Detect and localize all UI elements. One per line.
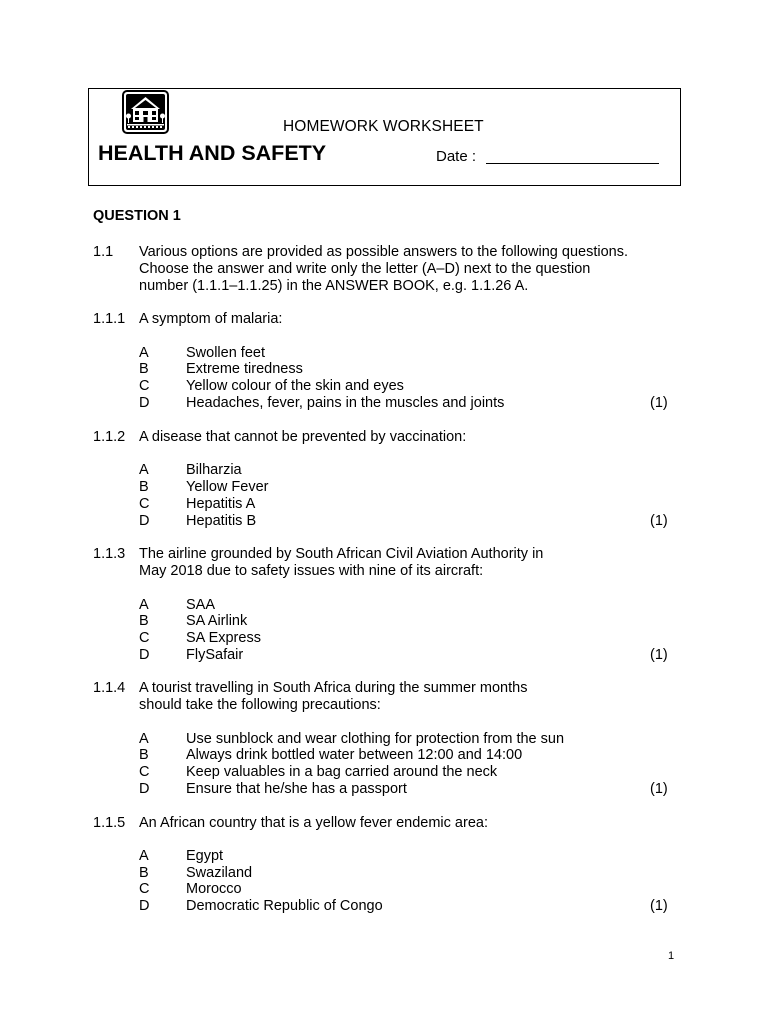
option-text: Headaches, fever, pains in the muscles and joints: [186, 395, 505, 411]
option-text: FlySafair: [186, 647, 244, 663]
option-text: SA Airlink: [186, 613, 248, 629]
mark-allocation: (1): [650, 898, 668, 914]
item-question: A symptom of malaria:: [139, 311, 283, 327]
option-letter: D: [139, 647, 150, 663]
item-question: should take the following precautions:: [139, 697, 381, 713]
option-text: Extreme tiredness: [186, 361, 303, 377]
item-number: 1.1.4: [93, 680, 126, 696]
option-text: SA Express: [186, 630, 261, 646]
option-letter: C: [139, 630, 150, 646]
option-letter: A: [139, 731, 149, 747]
option-text: Keep valuables in a bag carried around the neck: [186, 764, 498, 780]
item-number: 1.1.2: [93, 429, 126, 445]
option-text: Swollen feet: [186, 345, 265, 361]
intro-line: Choose the answer and write only the letter (A–D) next to the question: [139, 261, 591, 277]
item-question: A tourist travelling in South Africa during the summer months: [139, 680, 528, 696]
item-number: 1.1.3: [93, 546, 126, 562]
item-number: 1.1.1: [93, 311, 126, 327]
option-text: Democratic Republic of Congo: [186, 898, 383, 914]
item-question: An African country that is a yellow fever endemic area:: [139, 815, 488, 831]
option-letter: D: [139, 781, 150, 797]
option-letter: B: [139, 865, 149, 881]
option-text: Hepatitis B: [186, 513, 257, 529]
intro-line: Various options are provided as possible answers to the following questions.: [139, 244, 628, 260]
date-label: Date :: [436, 148, 477, 165]
option-text: Morocco: [186, 881, 242, 897]
option-letter: C: [139, 496, 150, 512]
house-logo-icon: [122, 90, 169, 134]
option-text: Ensure that he/she has a passport: [186, 781, 407, 797]
option-letter: C: [139, 378, 150, 394]
option-text: Yellow colour of the skin and eyes: [186, 378, 404, 394]
option-letter: B: [139, 613, 149, 629]
option-text: Yellow Fever: [186, 479, 269, 495]
option-letter: B: [139, 361, 149, 377]
item-question: The airline grounded by South African Civil Aviation Authority in: [139, 546, 544, 562]
intro-line: number (1.1.1–1.1.25) in the ANSWER BOOK, e.g. 1.1.26 A.: [139, 278, 529, 294]
option-text: Swaziland: [186, 865, 253, 881]
option-letter: D: [139, 395, 150, 411]
date-blank-line: [486, 163, 659, 164]
option-text: Bilharzia: [186, 462, 242, 478]
worksheet-title: HEALTH AND SAFETY: [98, 141, 327, 165]
option-letter: C: [139, 881, 150, 897]
intro-number: 1.1: [93, 244, 114, 260]
option-letter: B: [139, 479, 149, 495]
option-letter: D: [139, 513, 150, 529]
worksheet-subtitle: HOMEWORK WORKSHEET: [283, 118, 484, 135]
option-letter: A: [139, 848, 149, 864]
mark-allocation: (1): [650, 647, 668, 663]
question-heading: QUESTION 1: [93, 208, 181, 224]
mark-allocation: (1): [650, 513, 668, 529]
mark-allocation: (1): [650, 781, 668, 797]
option-text: Use sunblock and wear clothing for protection from the sun: [186, 731, 565, 747]
option-text: Egypt: [186, 848, 224, 864]
option-text: Always drink bottled water between 12:00 and 14:00: [186, 747, 523, 763]
item-question: A disease that cannot be prevented by vaccination:: [139, 429, 467, 445]
option-text: SAA: [186, 597, 216, 613]
option-text: Hepatitis A: [186, 496, 256, 512]
option-letter: C: [139, 764, 150, 780]
option-letter: A: [139, 597, 149, 613]
item-number: 1.1.5: [93, 815, 126, 831]
item-question: May 2018 due to safety issues with nine of its aircraft:: [139, 563, 484, 579]
option-letter: A: [139, 462, 149, 478]
option-letter: D: [139, 898, 150, 914]
option-letter: B: [139, 747, 149, 763]
page-number: 1: [668, 950, 675, 962]
worksheet-header: [88, 88, 681, 186]
mark-allocation: (1): [650, 395, 668, 411]
option-letter: A: [139, 345, 149, 361]
